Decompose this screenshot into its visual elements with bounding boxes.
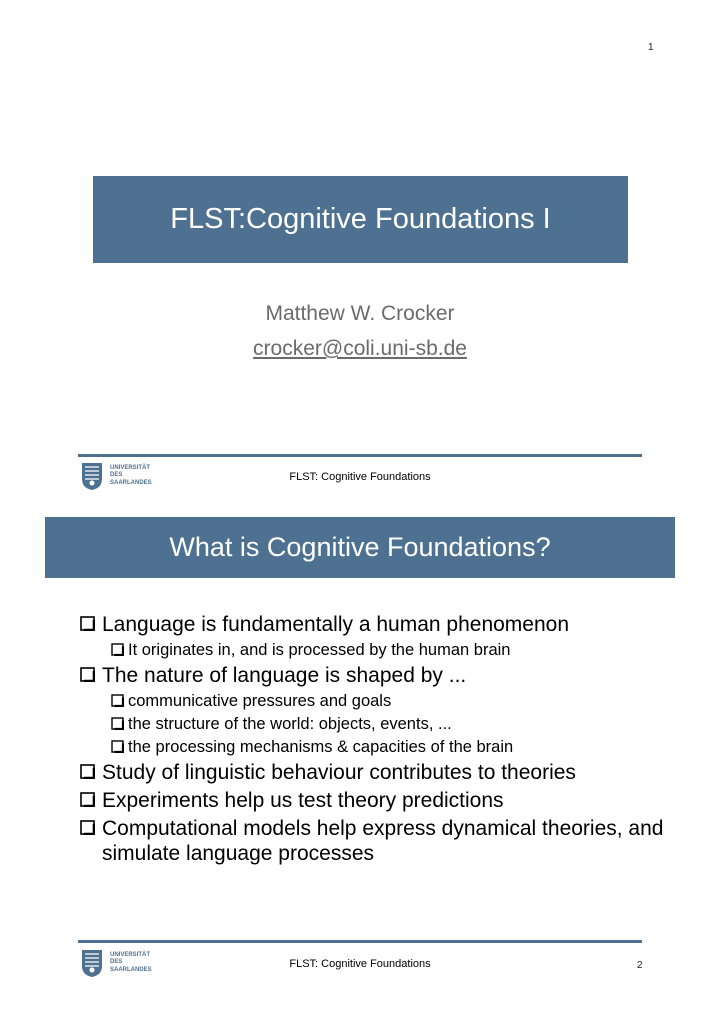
list-item: the processing mechanisms & capacities of the brain xyxy=(80,737,680,757)
author-name: Matthew W. Crocker xyxy=(265,302,455,325)
footer-text: FLST: Cognitive Foundations xyxy=(289,958,431,970)
page-title: FLST:Cognitive Foundations I xyxy=(170,203,551,235)
page-number: 2 xyxy=(637,960,643,971)
logo-text: UNIVERSITÄT DES SAARLANDES xyxy=(110,951,152,973)
slide-title-box xyxy=(45,517,675,578)
checkbox-bullet-icon xyxy=(80,616,95,631)
list-item: The nature of language is shaped by ... xyxy=(80,663,680,688)
checkbox-bullet-icon xyxy=(80,667,95,682)
list-item: It originates in, and is processed by the human brain xyxy=(80,640,680,660)
list-item: Language is fundamentally a human phenomenon xyxy=(80,612,680,637)
list-item: Experiments help us test theory predictions xyxy=(80,788,680,813)
bullet-list xyxy=(80,612,680,869)
email-link[interactable]: crocker@coli.uni-sb.de xyxy=(253,337,467,360)
footer-divider xyxy=(78,940,642,943)
list-item: the structure of the world: objects, events, ... xyxy=(80,714,680,734)
list-item: communicative pressures and goals xyxy=(80,691,680,711)
footer-text: FLST: Cognitive Foundations xyxy=(289,471,431,483)
slide-title: What is Cognitive Foundations? xyxy=(169,532,551,562)
checkbox-bullet-icon xyxy=(80,820,95,835)
logo-text: UNIVERSITÄT DES SAARLANDES xyxy=(110,464,152,486)
checkbox-bullet-icon xyxy=(111,740,124,753)
footer-divider xyxy=(78,454,642,457)
checkbox-bullet-icon xyxy=(111,717,124,730)
list-item: Study of linguistic behaviour contributes to theories xyxy=(80,760,680,785)
checkbox-bullet-icon xyxy=(80,764,95,779)
checkbox-bullet-icon xyxy=(80,792,95,807)
checkbox-bullet-icon xyxy=(111,694,124,707)
list-item: Computational models help express dynamical theories, and simulate language processes xyxy=(80,816,680,866)
checkbox-bullet-icon xyxy=(111,643,124,656)
page-number: 1 xyxy=(648,42,654,53)
slide-title-box xyxy=(93,176,628,263)
